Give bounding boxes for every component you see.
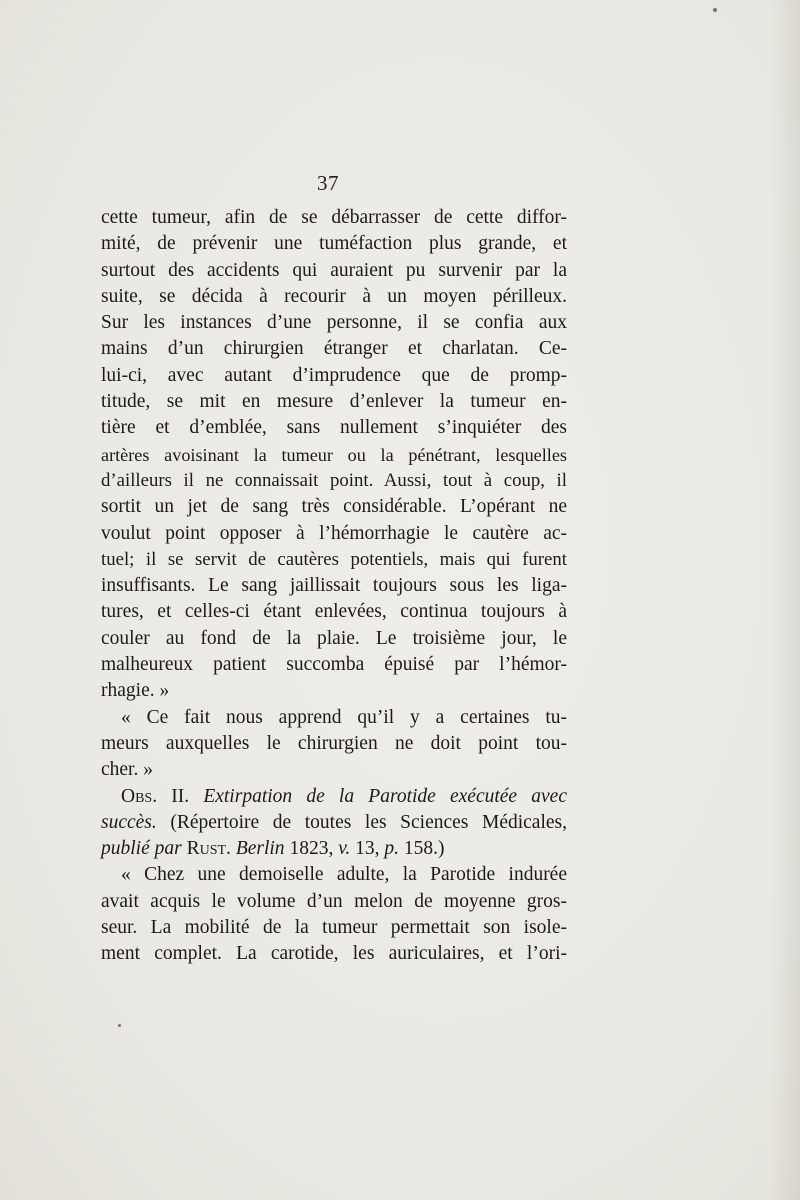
quote-line: « Ce fait nous apprend qu’il y a certaines tu- [121,706,567,728]
reference-year: 1823, [289,838,334,860]
reference-page: 158.) [403,838,445,860]
observation-title: Extirpation de la Parotide exécutée avec [203,785,567,807]
text-line: rhagie. » [101,680,170,702]
reference-author: Rust. [186,838,231,860]
text-line: seur. La mobilité de la tumeur permettait son isole- [101,917,567,939]
text-line: d’ailleurs il ne connaissait point. Aussi, tout à coup, il [101,469,567,491]
paper-speck [713,8,717,12]
quote-line: meurs auxquelles le chirurgien ne doit point tou- [101,732,567,754]
text-line: couler au fond de la plaie. Le troisième jour, le [101,627,567,649]
reference-city: Berlin [235,838,285,860]
text-line: mité, de prévenir une tuméfaction plus grande, et [101,233,567,255]
paper-speck [118,1024,121,1027]
text-line: mains d’un chirurgien étranger et charlatan. Ce- [101,338,567,360]
observation-heading [101,784,567,810]
text-line: suite, se décida à recourir à un moyen périlleux. [101,285,567,307]
text-line: ment complet. La carotide, les auriculaires, et l’ori- [101,943,567,965]
text-line: surtout des accidents qui auraient pu survenir par la [101,259,567,281]
text-line: tière et d’emblée, sans nullement s’inquiéter des [101,417,567,439]
reference-source: (Répertoire de toutes les Sciences Médicales, [156,811,567,833]
text-line: « Chez une demoiselle adulte, la Parotide indurée [121,864,567,886]
text-line: artères avoisinant la tumeur ou la pénétrant, lesquelles [101,444,567,465]
page-edge-shadow [770,0,800,1200]
text-line: voulut point opposer à l’hémorrhagie le cautère ac- [101,522,567,544]
text-line: malheureux patient succomba épuisé par l’hémor- [101,654,567,676]
text-line: Sur les instances d’une personne, il se confia aux [101,312,567,334]
text-line: cette tumeur, afin de se débarrasser de cette diffor- [101,207,567,228]
text-line: tures, et celles-ci étant enlevées, continua toujours à [101,601,567,623]
observation-title-end: succès. [101,811,157,833]
text-line: sortit un jet de sang très considérable. L’opérant ne [101,496,567,518]
observation-reference [101,810,567,836]
reference-vol-label: v. [338,838,351,860]
quote-line: cher. » [101,759,153,781]
body-text [101,205,567,968]
text-line: tuel; il se servit de cautères potentiels, mais qui furent [101,548,567,570]
text-line: lui-ci, avec autant d’imprudence que de promp- [101,364,567,386]
page-number: 37 [317,171,339,195]
reference-vol: 13, [355,838,380,860]
text-line: insuffisants. Le sang jaillissait toujours sous les liga- [101,575,567,597]
reference-page-label: p. [384,838,400,860]
text-line: titude, se mit en mesure d’enlever la tumeur en- [101,391,567,413]
observation-reference-2 [101,836,567,862]
reference-publie: publié par [101,838,182,860]
text-line: avait acquis le volume d’un melon de moyenne gros- [101,890,567,912]
observation-label: Obs. II. [121,785,190,807]
